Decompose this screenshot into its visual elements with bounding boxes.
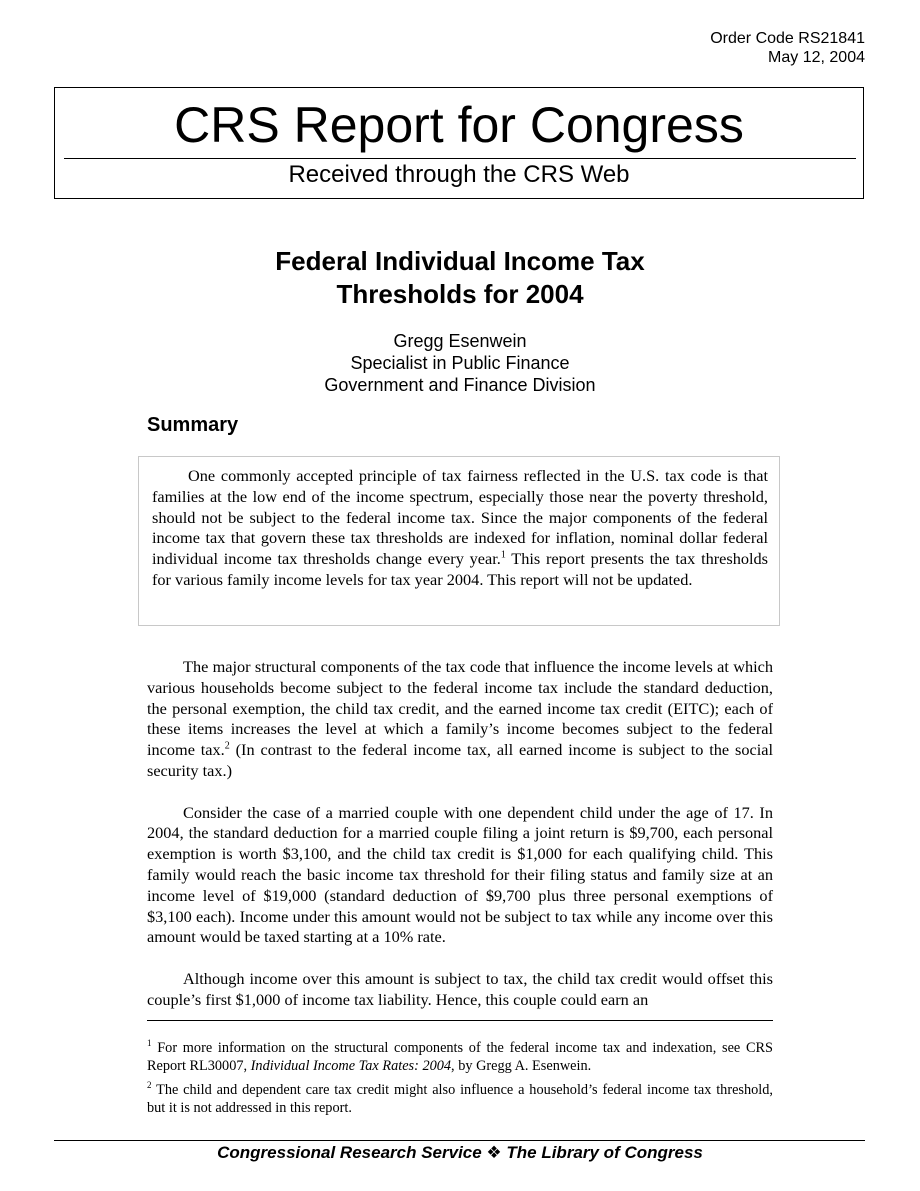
footnote-1-mark: 1: [147, 1038, 152, 1049]
body-paragraph-1: [147, 657, 773, 782]
summary-paragraph: [152, 466, 768, 591]
footnote-1-text-end: , by Gregg A. Esenwein.: [451, 1058, 592, 1074]
body-paragraph-3: Although income over this amount is subject to tax, the child tax credit would offset this couple’s first $1,000 of income tax liability. Hence, this couple could earn an: [147, 968, 773, 1009]
report-date: May 12, 2004: [768, 49, 865, 66]
author-title: Specialist in Public Finance: [350, 353, 570, 373]
body-paragraph-1-continued: (In contrast to the federal income tax, all earned income is subject to the social security tax.): [147, 740, 773, 780]
footnote-1-cited-title: Individual Income Tax Rates: 2004: [250, 1058, 452, 1074]
page-footer: Congressional Research Service ❖ The Library of Congress: [217, 1143, 703, 1162]
footnote-2-mark: 2: [147, 1080, 152, 1091]
order-code: Order Code RS21841: [710, 30, 865, 47]
footnote-2: [147, 1081, 773, 1117]
body-paragraph-1-text: The major structural components of the tax code that influence the income levels at which various households become subject to the federal income tax include the standard deduction, the personal exemption, the child tax credit, and the earned income tax credit (EITC); each of these items increases the level at which a family’s income becomes subject to the federal income tax.: [147, 657, 773, 760]
footnote-ref-2[interactable]: 2: [224, 740, 230, 752]
summary-box: [138, 456, 780, 626]
banner-title: CRS Report for Congress: [174, 97, 744, 153]
title-line-2: Thresholds for 2004: [336, 279, 584, 309]
author-block: [0, 330, 920, 396]
body-paragraph-2: Consider the case of a married couple with one dependent child under the age of 17. In 2004, the standard deduction for a married couple filing a joint return is $9,700, each personal exemption is worth $3,100, and the child tax credit is $1,000 for each qualifying child. This family would reach the basic income tax threshold for their filing status and family size at an income level of $19,000 (standard deduction of $9,700 plus three personal exemptions of $3,100 each). Income under this amount would not be subject to tax while any income over this amount would be taxed starting at a 10% rate.: [147, 802, 773, 947]
banner-subtitle: Received through the CRS Web: [288, 161, 630, 188]
footnote-ref-1[interactable]: 1: [500, 549, 506, 561]
banner-divider: [64, 158, 856, 159]
document-title: [0, 245, 920, 311]
author-name: Gregg Esenwein: [393, 331, 527, 351]
footnote-divider: [147, 1020, 773, 1021]
footnote-2-text: The child and dependent care tax credit might also influence a household’s federal income tax threshold, but it is not addressed in this report.: [147, 1082, 773, 1116]
title-line-1: Federal Individual Income Tax: [275, 246, 645, 276]
footnote-1: [147, 1039, 773, 1075]
summary-text-continued: This report presents the tax thresholds for various family income levels for tax year 2004. This report will not be updated.: [152, 549, 768, 589]
main-body: [147, 657, 773, 1031]
footer-divider: [54, 1140, 865, 1141]
order-info: [710, 29, 865, 67]
report-banner: [54, 87, 864, 199]
summary-heading: Summary: [147, 414, 239, 436]
author-division: Government and Finance Division: [324, 375, 596, 395]
footnote-1-text: For more information on the structural components of the federal income tax and indexation, see CRS Report RL30007,: [147, 1040, 773, 1074]
footnotes: [147, 1039, 773, 1123]
summary-text: One commonly accepted principle of tax fairness reflected in the U.S. tax code is that families at the low end of the income spectrum, especially those near the poverty threshold, should not be subject to the federal income tax. Since the major components of the federal income tax that govern these tax thresholds are indexed for inflation, nominal dollar federal individual income tax thresholds change every year.: [152, 466, 768, 569]
